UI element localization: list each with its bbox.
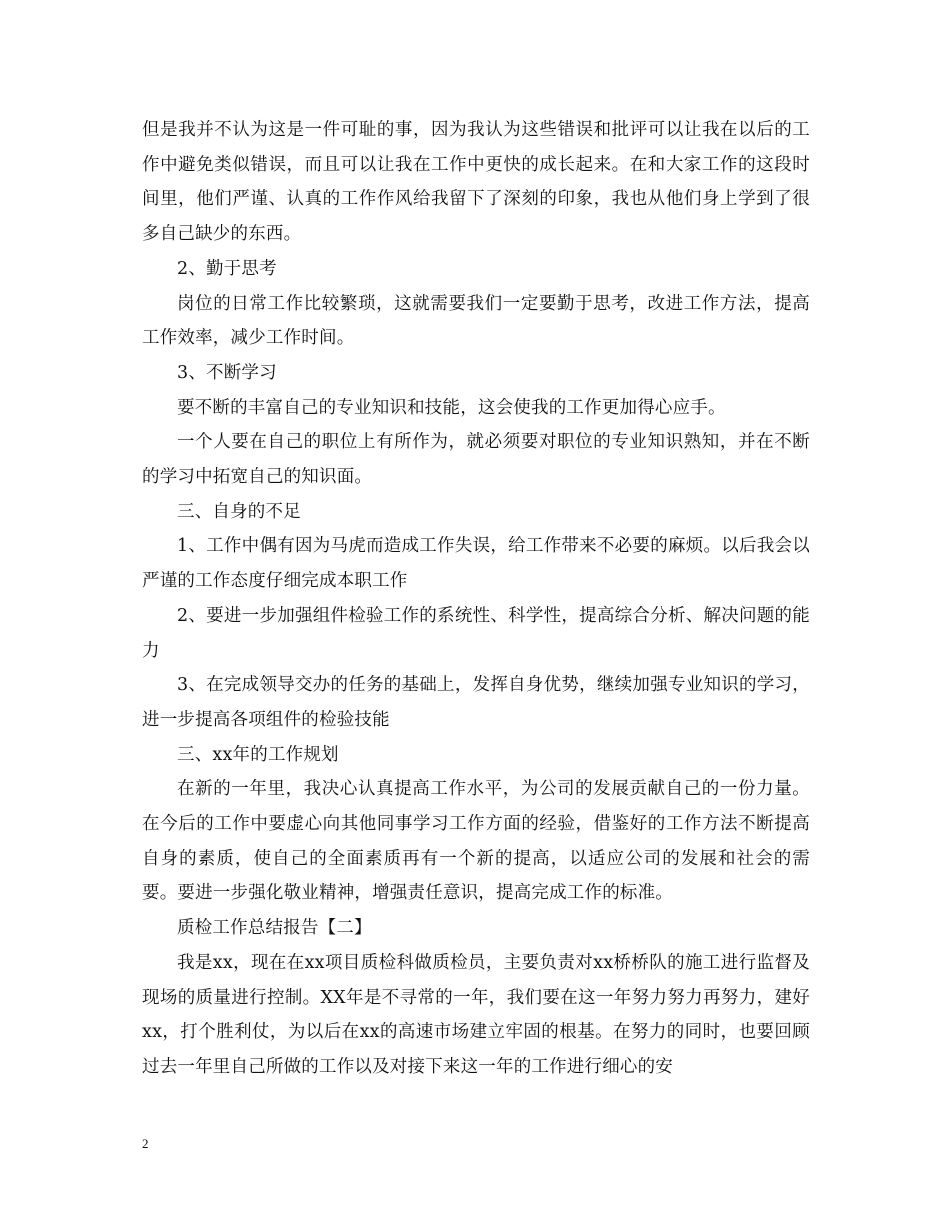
- paragraph-think: 岗位的日常工作比较繁琐，这就需要我们一定要勤于思考，改进工作方法，提高工作效率，减少工作时间。: [142, 293, 810, 349]
- paragraph-shortcoming-1: 1、工作中偶有因为马虎而造成工作失误，给工作带来不必要的麻烦。以后我会以严谨的工作态度仔细完成本职工作: [142, 536, 810, 592]
- paragraph-continuation: 但是我并不认为这是一件可耻的事，因为我认为这些错误和批评可以让我在以后的工作中避免类似错误，而且可以让我在工作中更快的成长起来。在和大家工作的这段时间里，他们严谨、认真的工作作风给我留下了深刻的印象，我也从他们身上学到了很多自己缺少的东西。: [142, 120, 810, 245]
- paragraph-report-two: 我是xx，现在在xx项目质检科做质检员，主要负责对xx桥桥队的施工进行监督及现场的质量进行控制。XX年是不寻常的一年，我们要在这一年努力努力再努力，建好xx，打个胜利仗，为以后在xx的高速市场建立牢固的根基。在努力的同时，也要回顾过去一年里自己所做的工作以及对接下来这一年的工作进行细心的安: [142, 952, 810, 1077]
- paragraph-learning-1: 要不断的丰富自己的专业知识和技能，这会使我的工作更加得心应手。: [177, 397, 726, 418]
- paragraph-shortcoming-2: 2、要进一步加强组件检验工作的系统性、科学性，提高综合分析、解决问题的能力: [142, 605, 810, 661]
- paragraph-work-plan: 在新的一年里，我决心认真提高工作水平，为公司的发展贡献自己的一份力量。在今后的工作中要虚心向其他同事学习工作方面的经验，借鉴好的工作方法不断提高自身的素质，使自己的全面素质再有一个新的提高，以适应公司的发展和社会的需要。要进一步强化敬业精神，增强责任意识，提高完成工作的标准。: [142, 779, 810, 904]
- document-body: [142, 113, 810, 1085]
- heading-keep-learning: 3、不断学习: [177, 362, 277, 383]
- heading-work-plan: 三、xx年的工作规划: [177, 744, 339, 765]
- page-number: 2: [142, 1136, 149, 1151]
- heading-think-diligently: 2、勤于思考: [177, 258, 277, 279]
- heading-report-two: 质检工作总结报告【二】: [177, 918, 372, 939]
- paragraph-shortcoming-3: 3、在完成领导交办的任务的基础上，发挥自身优势，继续加强专业知识的学习，进一步提高各项组件的检验技能: [142, 675, 810, 730]
- paragraph-learning-2: 一个人要在自己的职位上有所作为，就必须要对职位的专业知识熟知，并在不断的学习中拓宽自己的知识面。: [142, 432, 810, 488]
- heading-shortcomings: 三、自身的不足: [177, 501, 301, 522]
